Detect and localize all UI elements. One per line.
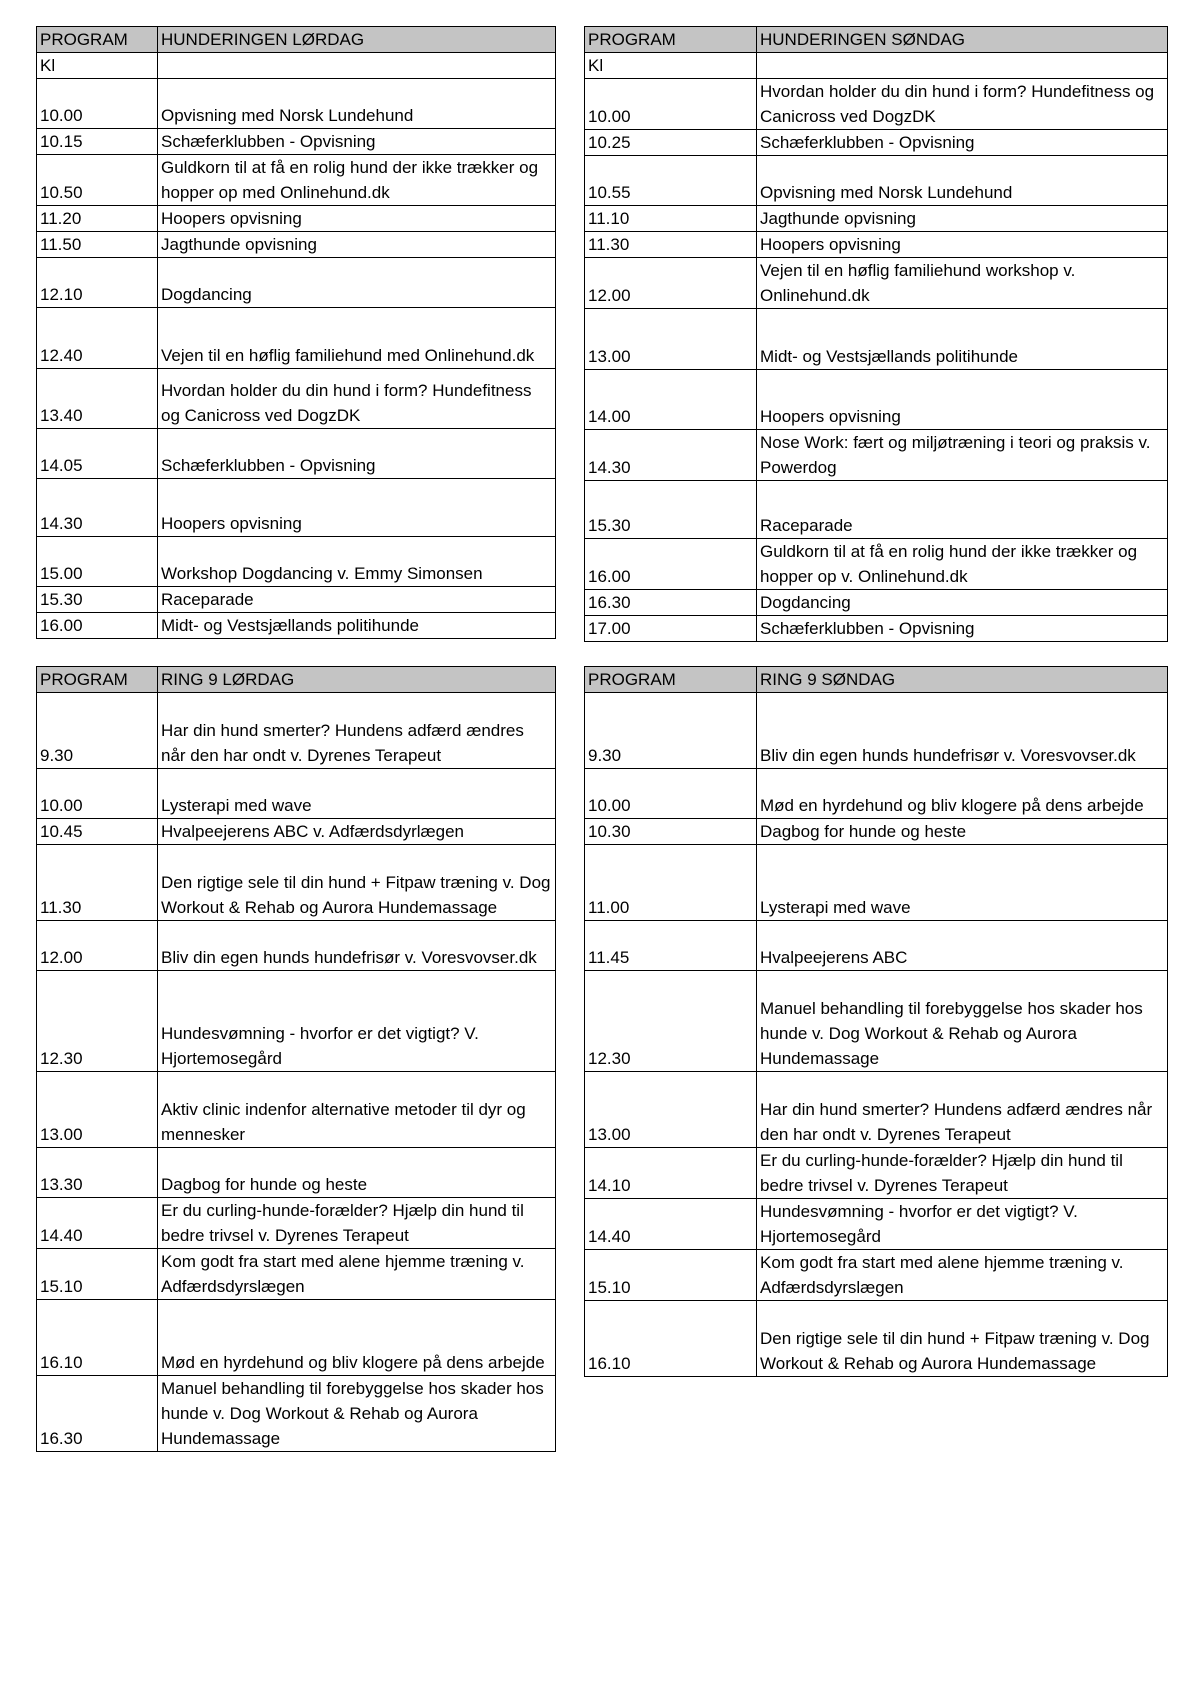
table-header-row xyxy=(585,27,1168,53)
time-cell: 10.55 xyxy=(585,156,757,206)
program-header: PROGRAM xyxy=(37,27,158,53)
time-column-label: Kl xyxy=(585,53,757,79)
table-row xyxy=(37,79,556,129)
table-row xyxy=(585,130,1168,156)
event-cell: Har din hund smerter? Hundens adfærd ændres når den har ondt v. Dyrenes Terapeut xyxy=(757,1072,1168,1148)
time-cell: 10.50 xyxy=(37,155,158,206)
event-cell: Den rigtige sele til din hund + Fitpaw træning v. Dog Workout & Rehab og Aurora Hundemassage xyxy=(757,1301,1168,1377)
time-cell: 14.10 xyxy=(585,1148,757,1199)
event-cell: Hoopers opvisning xyxy=(757,232,1168,258)
table-row xyxy=(37,308,556,369)
time-cell: 13.30 xyxy=(37,1148,158,1198)
table-row xyxy=(37,537,556,587)
time-cell: 12.30 xyxy=(37,971,158,1072)
table-row xyxy=(37,587,556,613)
table-row xyxy=(585,539,1168,590)
time-cell: 13.00 xyxy=(585,1072,757,1148)
event-cell: Hundesvømning - hvorfor er det vigtigt? V. Hjortemosegård xyxy=(757,1199,1168,1250)
time-cell: 14.30 xyxy=(37,479,158,537)
time-cell: 14.40 xyxy=(585,1199,757,1250)
table-subheader-row xyxy=(37,53,556,79)
table-row xyxy=(585,971,1168,1072)
event-cell: Bliv din egen hunds hundefrisør v. Voresvovser.dk xyxy=(757,693,1168,769)
table-row xyxy=(37,693,556,769)
schedule-table-ring9-sondag xyxy=(584,666,1168,1377)
time-cell: 10.00 xyxy=(585,79,757,130)
table-row xyxy=(585,232,1168,258)
table-row xyxy=(37,613,556,639)
time-cell: 15.10 xyxy=(37,1249,158,1300)
time-cell: 14.00 xyxy=(585,370,757,430)
event-cell: Hoopers opvisning xyxy=(158,206,556,232)
time-cell: 12.10 xyxy=(37,258,158,308)
table-row xyxy=(585,819,1168,845)
time-cell: 14.05 xyxy=(37,429,158,479)
table-row xyxy=(37,819,556,845)
event-cell: Manuel behandling til forebyggelse hos skader hos hunde v. Dog Workout & Rehab og Aurora Hundemassage xyxy=(158,1376,556,1452)
event-cell: Vejen til en høflig familiehund med Onlinehund.dk xyxy=(158,308,556,369)
event-cell: Lysterapi med wave xyxy=(158,769,556,819)
time-cell: 12.00 xyxy=(37,921,158,971)
event-cell: Dogdancing xyxy=(757,590,1168,616)
time-cell: 17.00 xyxy=(585,616,757,642)
table-row xyxy=(585,481,1168,539)
table-row xyxy=(37,258,556,308)
event-cell: Den rigtige sele til din hund + Fitpaw træning v. Dog Workout & Rehab og Aurora Hundemassage xyxy=(158,845,556,921)
table-row xyxy=(585,1148,1168,1199)
table-row xyxy=(37,971,556,1072)
time-cell: 16.10 xyxy=(37,1300,158,1376)
time-cell: 15.30 xyxy=(37,587,158,613)
event-cell: Jagthunde opvisning xyxy=(757,206,1168,232)
schedule-table-hunderingen-lordag xyxy=(36,26,556,639)
table-title: RING 9 SØNDAG xyxy=(757,667,1168,693)
table-row xyxy=(37,1072,556,1148)
table-row xyxy=(37,129,556,155)
event-cell: Hoopers opvisning xyxy=(158,479,556,537)
time-cell: 11.10 xyxy=(585,206,757,232)
event-cell: Dagbog for hunde og heste xyxy=(757,819,1168,845)
table-body xyxy=(585,667,1168,1377)
event-cell: Guldkorn til at få en rolig hund der ikke trækker og hopper op v. Onlinehund.dk xyxy=(757,539,1168,590)
time-column-label: Kl xyxy=(37,53,158,79)
event-cell: Hvalpeejerens ABC v. Adfærdsdyrlægen xyxy=(158,819,556,845)
table-row xyxy=(37,1249,556,1300)
event-cell: Hvordan holder du din hund i form? Hundefitness og Canicross ved DogzDK xyxy=(158,369,556,429)
time-cell: 15.10 xyxy=(585,1250,757,1301)
time-cell: 12.00 xyxy=(585,258,757,309)
table-row xyxy=(585,430,1168,481)
table-row xyxy=(585,590,1168,616)
event-cell: Manuel behandling til forebyggelse hos skader hos hunde v. Dog Workout & Rehab og Aurora Hundemassage xyxy=(757,971,1168,1072)
program-header: PROGRAM xyxy=(37,667,158,693)
event-cell: Raceparade xyxy=(757,481,1168,539)
table-row xyxy=(585,206,1168,232)
table-body xyxy=(585,27,1168,642)
time-cell: 13.00 xyxy=(37,1072,158,1148)
event-cell: Hundesvømning - hvorfor er det vigtigt? V. Hjortemosegård xyxy=(158,971,556,1072)
table-row xyxy=(37,1198,556,1249)
time-cell: 9.30 xyxy=(37,693,158,769)
event-cell: Schæferklubben - Opvisning xyxy=(158,429,556,479)
time-cell: 10.00 xyxy=(37,79,158,129)
table-row xyxy=(37,429,556,479)
event-cell: Aktiv clinic indenfor alternative metoder til dyr og mennesker xyxy=(158,1072,556,1148)
table-row xyxy=(37,155,556,206)
table-row xyxy=(37,845,556,921)
time-cell: 10.15 xyxy=(37,129,158,155)
table-row xyxy=(37,1376,556,1452)
schedule-table-hunderingen-sondag xyxy=(584,26,1168,642)
table-header-row xyxy=(37,667,556,693)
table-row xyxy=(585,370,1168,430)
time-cell: 16.30 xyxy=(37,1376,158,1452)
table-body xyxy=(37,27,556,639)
time-cell: 15.30 xyxy=(585,481,757,539)
event-cell: Hoopers opvisning xyxy=(757,370,1168,430)
event-cell: Schæferklubben - Opvisning xyxy=(757,616,1168,642)
table-row xyxy=(585,693,1168,769)
table-row xyxy=(585,616,1168,642)
program-header: PROGRAM xyxy=(585,27,757,53)
event-cell: Guldkorn til at få en rolig hund der ikke trækker og hopper op med Onlinehund.dk xyxy=(158,155,556,206)
time-cell: 11.30 xyxy=(585,232,757,258)
time-cell: 9.30 xyxy=(585,693,757,769)
program-header: PROGRAM xyxy=(585,667,757,693)
table-row xyxy=(585,845,1168,921)
event-cell: Vejen til en høflig familiehund workshop v. Onlinehund.dk xyxy=(757,258,1168,309)
time-cell: 13.00 xyxy=(585,309,757,370)
table-row xyxy=(37,369,556,429)
event-cell: Mød en hyrdehund og bliv klogere på dens arbejde xyxy=(158,1300,556,1376)
table-row xyxy=(585,258,1168,309)
event-cell: Raceparade xyxy=(158,587,556,613)
time-cell: 15.00 xyxy=(37,537,158,587)
event-cell: Opvisning med Norsk Lundehund xyxy=(158,79,556,129)
table-header-row xyxy=(585,667,1168,693)
time-cell: 10.25 xyxy=(585,130,757,156)
table-subheader-row xyxy=(585,53,1168,79)
time-cell: 11.30 xyxy=(37,845,158,921)
table-row xyxy=(585,1199,1168,1250)
event-cell: Er du curling-hunde-forælder? Hjælp din hund til bedre trivsel v. Dyrenes Terapeut xyxy=(158,1198,556,1249)
time-cell: 16.10 xyxy=(585,1301,757,1377)
event-cell: Schæferklubben - Opvisning xyxy=(158,129,556,155)
table-row xyxy=(585,79,1168,130)
table-row xyxy=(585,156,1168,206)
event-cell: Midt- og Vestsjællands politihunde xyxy=(158,613,556,639)
time-cell: 10.00 xyxy=(37,769,158,819)
event-cell: Har din hund smerter? Hundens adfærd ændres når den har ondt v. Dyrenes Terapeut xyxy=(158,693,556,769)
table-row xyxy=(585,1072,1168,1148)
time-cell: 14.30 xyxy=(585,430,757,481)
table-row xyxy=(585,921,1168,971)
time-cell: 16.30 xyxy=(585,590,757,616)
time-cell: 11.00 xyxy=(585,845,757,921)
event-cell: Jagthunde opvisning xyxy=(158,232,556,258)
table-row xyxy=(37,206,556,232)
event-cell: Hvalpeejerens ABC xyxy=(757,921,1168,971)
event-cell: Mød en hyrdehund og bliv klogere på dens arbejde xyxy=(757,769,1168,819)
time-cell: 10.30 xyxy=(585,819,757,845)
event-cell: Dogdancing xyxy=(158,258,556,308)
table-row xyxy=(37,769,556,819)
time-cell: 14.40 xyxy=(37,1198,158,1249)
empty-cell xyxy=(158,53,556,79)
event-cell: Dagbog for hunde og heste xyxy=(158,1148,556,1198)
table-row xyxy=(37,479,556,537)
schedule-table-ring9-lordag xyxy=(36,666,556,1452)
time-cell: 16.00 xyxy=(585,539,757,590)
event-cell: Kom godt fra start med alene hjemme træning v. Adfærdsdyrslægen xyxy=(158,1249,556,1300)
table-row xyxy=(37,1300,556,1376)
time-cell: 12.30 xyxy=(585,971,757,1072)
table-title: HUNDERINGEN LØRDAG xyxy=(158,27,556,53)
table-row xyxy=(585,1301,1168,1377)
event-cell: Hvordan holder du din hund i form? Hundefitness og Canicross ved DogzDK xyxy=(757,79,1168,130)
table-title: RING 9 LØRDAG xyxy=(158,667,556,693)
time-cell: 16.00 xyxy=(37,613,158,639)
event-cell: Opvisning med Norsk Lundehund xyxy=(757,156,1168,206)
event-cell: Er du curling-hunde-forælder? Hjælp din hund til bedre trivsel v. Dyrenes Terapeut xyxy=(757,1148,1168,1199)
time-cell: 13.40 xyxy=(37,369,158,429)
time-cell: 10.00 xyxy=(585,769,757,819)
table-row xyxy=(37,921,556,971)
event-cell: Bliv din egen hunds hundefrisør v. Voresvovser.dk xyxy=(158,921,556,971)
table-row xyxy=(585,1250,1168,1301)
table-row xyxy=(37,232,556,258)
time-cell: 10.45 xyxy=(37,819,158,845)
table-header-row xyxy=(37,27,556,53)
event-cell: Nose Work: fært og miljøtræning i teori og praksis v. Powerdog xyxy=(757,430,1168,481)
empty-cell xyxy=(757,53,1168,79)
event-cell: Midt- og Vestsjællands politihunde xyxy=(757,309,1168,370)
time-cell: 11.20 xyxy=(37,206,158,232)
event-cell: Workshop Dogdancing v. Emmy Simonsen xyxy=(158,537,556,587)
time-cell: 11.45 xyxy=(585,921,757,971)
event-cell: Lysterapi med wave xyxy=(757,845,1168,921)
event-cell: Kom godt fra start med alene hjemme træning v. Adfærdsdyrslægen xyxy=(757,1250,1168,1301)
table-row xyxy=(37,1148,556,1198)
table-row xyxy=(585,769,1168,819)
time-cell: 12.40 xyxy=(37,308,158,369)
event-cell: Schæferklubben - Opvisning xyxy=(757,130,1168,156)
table-row xyxy=(585,309,1168,370)
time-cell: 11.50 xyxy=(37,232,158,258)
table-body xyxy=(37,667,556,1452)
table-title: HUNDERINGEN SØNDAG xyxy=(757,27,1168,53)
